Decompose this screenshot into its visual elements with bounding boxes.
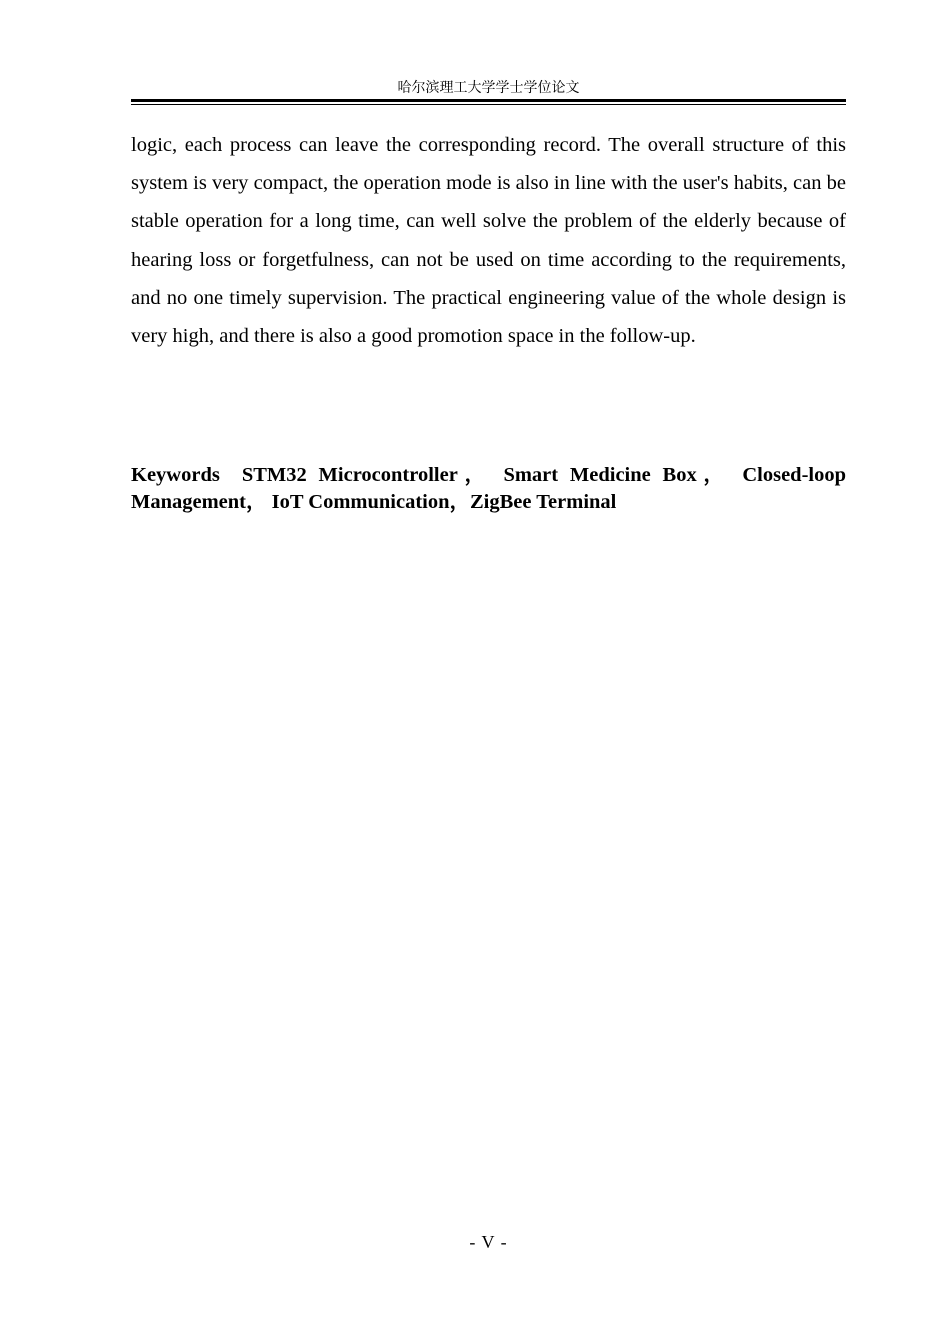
keywords-line: [131, 462, 846, 516]
page-number: - V -: [469, 1232, 508, 1252]
abstract-paragraph: logic, each process can leave the corresponding record. The overall structure of this system is very compact, the operation mode is also in line with the user's habits, can be stable operation for a long time, can well solve the problem of the elderly because of hearing loss or forgetfulness, can not be used on time according to the requirements, and no one timely supervision. The practical engineering value of the whole design is very high, and there is also a good promotion space in the follow-up.: [131, 134, 846, 348]
header-rule-thin: [131, 104, 846, 105]
header-rule-thick: [131, 99, 846, 102]
running-header-title: 哈尔滨理工大学学士学位论文: [397, 80, 580, 96]
keywords-label: Keywords: [131, 464, 220, 486]
keywords-list: STM32 Microcontroller， Smart Medicine Box， Closed-loop Management， IoT Communication，ZigBee Terminal: [131, 464, 846, 513]
